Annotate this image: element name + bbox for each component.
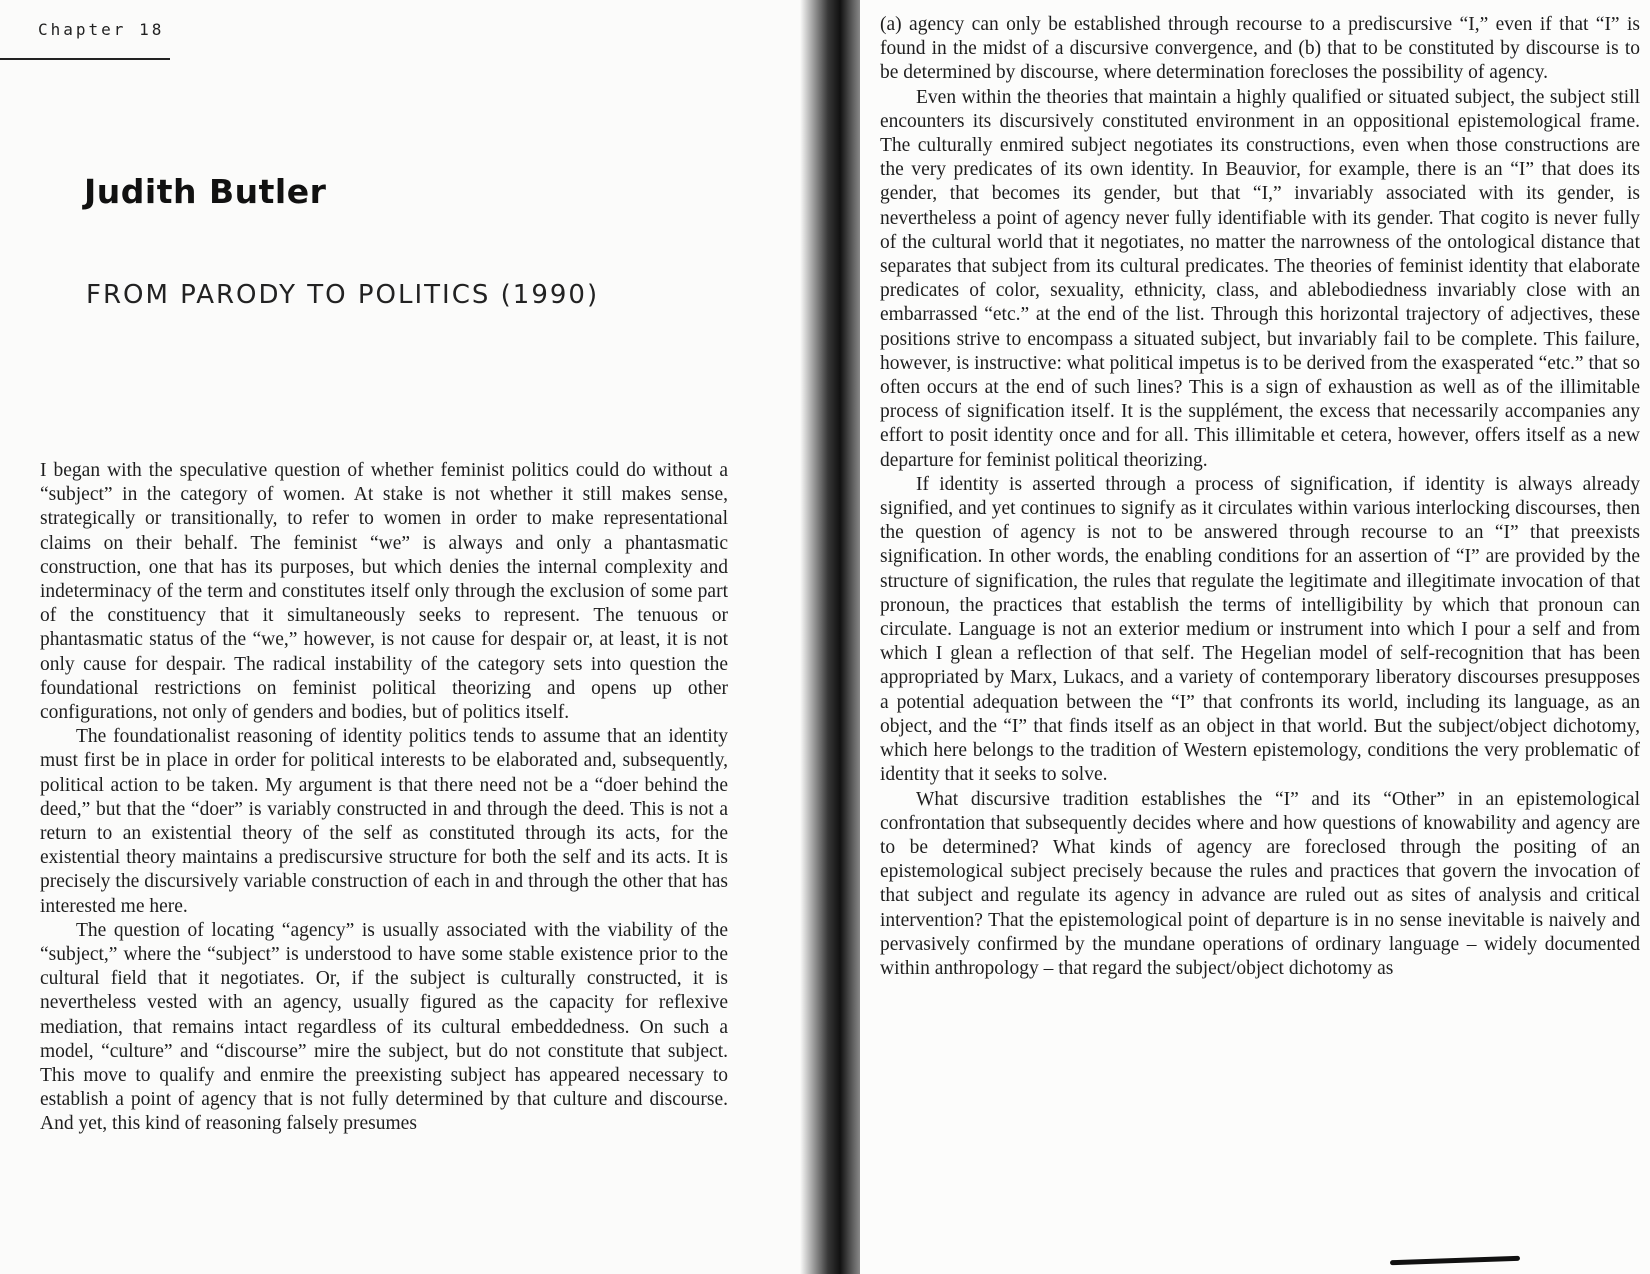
left-page (0, 0, 820, 1274)
right-paragraph-4: What discursive tradition establishes the “I” and its “Other” in an epistemological confrontation that subsequently decides where and how questions of knowability and agency are to be determined? What kinds of agency are foreclosed through the positing of an epistemological subject precisely because the rules and practices that govern the invocation of that subject and regulate its agency in advance are ruled out as sites of analysis and critical intervention? That the epistemological point of departure is in no sense inevitable is naively and pervasively confirmed by the mundane operations of ordinary language – widely documented within anthropology – that regard the subject/object dichotomy as (880, 788, 1640, 979)
author-name: Judith Butler (84, 172, 327, 211)
left-paragraph-3: The question of locating “agency” is usually associated with the viability of the “subject,” where the “subject” is understood to have some stable existence prior to the cultural field that it negotiates. Or, if the subject is culturally constructed, it is nevertheless vested with an agency, usually figured as the capacity for reflexive mediation, that remains intact regardless of its cultural embeddedness. On such a model, “culture” and “discourse” mire the subject, but do not constitute that subject. This move to qualify and enmire the preexisting subject has appeared necessary to establish a point of agency that is not fully determined by that culture and discourse. And yet, this kind of reasoning falsely presumes (40, 919, 728, 1135)
chapter-title: FROM PARODY TO POLITICS (1990) (86, 280, 600, 310)
left-body-text (40, 459, 728, 1137)
right-paragraph-3: If identity is asserted through a process of signification, if identity is always already signified, and yet continues to signify as it circulates within various interlocking discourses, then the question of agency is not to be answered through recourse to an “I” that preexists signification. In other words, the enabling conditions for an assertion of “I” are provided by the structure of signification, the rules that regulate the legitimate and illegitimate invocation of that pronoun, the practices that establish the terms of intelligibility by which that pronoun can circulate. Language is not an exterior medium or instrument into which I pour a self and from which I glean a reflection of that self. The Hegelian model of self-recognition that has been appropriated by Marx, Lukacs, and a variety of contemporary liberatory discourses presupposes a potential adequation between the “I” that confronts its world, including its language, as an object, and the “I” that finds itself as an object in that world. But the subject/object dichotomy, which here belongs to the tradition of Western epistemology, conditions the very problematic of identity that it seeks to solve. (880, 473, 1640, 786)
right-body-text (880, 13, 1640, 981)
right-paragraph-1: (a) agency can only be established through recourse to a prediscursive “I,” even if that “I” is found in the midst of a discursive convergence, and (b) that to be constituted by discourse is to be determined by discourse, where determination forecloses the possibility of agency. (880, 14, 1640, 84)
left-paragraph-2: The foundationalist reasoning of identity politics tends to assume that an identity must first be in place in order for political interests to be elaborated and, subsequently, political action to be taken. My argument is that there need not be a “doer behind the deed,” but that the “doer” is variably constructed in and through the deed. This is not a return to an existential theory of the self as constituted through its acts, for the existential theory maintains a prediscursive structure for both the self and its acts. It is precisely the discursively variable construction of each in and through the other that has interested me here. (40, 726, 728, 917)
chapter-label: Chapter 18 (38, 20, 165, 39)
right-paragraph-2: Even within the theories that maintain a highly qualified or situated subject, the subject still encounters its discursively constituted environment in an oppositional epistemological frame. The culturally enmired subject negotiates its constructions, even when those constructions are the very predicates of its own identity. In Beauvior, for example, there is an “I” that does its gender, that becomes its gender, but that “I,” invariably associated with its gender, is nevertheless a point of agency never fully identifiable with its gender. That cogito is never fully of the cultural world that it negotiates, no matter the narrowness of the ontological distance that separates that subject from its cultural predicates. The theories of feminist identity that elaborate predicates of color, sexuality, ethnicity, class, and ablebodiedness invariably close with an embarrassed “etc.” at the end of the list. Through this horizontal trajectory of adjectives, these positions strive to encompass a situated subject, but invariably fail to be complete. This failure, however, is instructive: what political impetus is to be derived from the exasperated “etc.” that so often occurs at the end of such lines? This is a sign of exhaustion as well as of the illimitable process of signification itself. It is the supplément, the excess that necessarily accompanies any effort to posit identity once and for all. This illimitable et cetera, however, offers itself as a new departure for feminist political theorizing. (880, 86, 1640, 471)
left-paragraph-1: I began with the speculative question of whether feminist politics could do without a “subject” in the category of women. At stake is not whether it still makes sense, strategically or transitionally, to refer to women in order to make representational claims on their behalf. The feminist “we” is always and only a phantasmatic construction, one that has its purposes, but which denies the internal complexity and indeterminacy of the term and constitutes itself only through the exclusion of some part of the constituency that it simultaneously seeks to represent. The tenuous or phantasmatic status of the “we,” however, is not cause for despair or, at least, it is not only cause for despair. The radical instability of the category sets into question the foundational restrictions on feminist political theorizing and opens up other configurations, not only of genders and bodies, but of politics itself. (40, 460, 728, 724)
chapter-rule (0, 58, 170, 60)
